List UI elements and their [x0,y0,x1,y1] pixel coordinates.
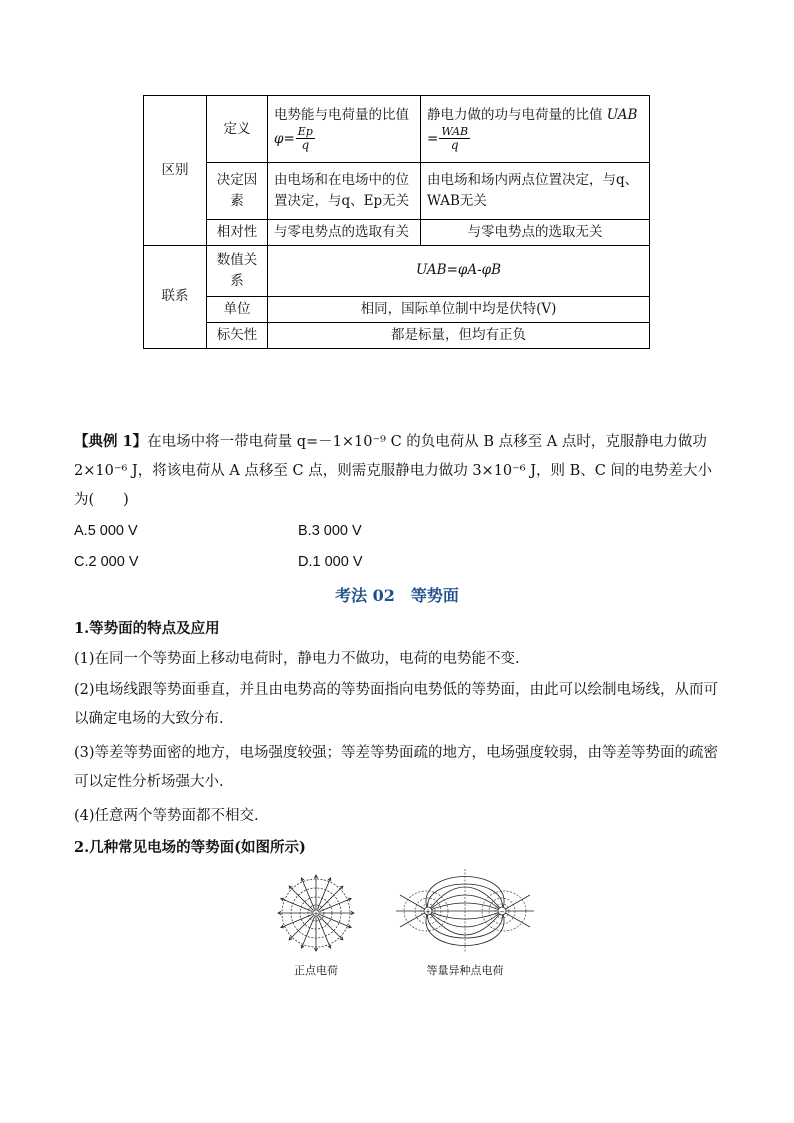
row-label-definition: 定义 [207,96,268,163]
option-c: C.2 000 V [74,554,139,570]
potential-determinant-cell: 由电场和在电场中的位置决定，与q、Ep无关 [268,163,421,220]
caption-dipole: 等量异种点电荷 [426,964,504,977]
group-difference: 区别 [144,96,207,246]
table-row [144,245,650,296]
potential-definition-text: 电势能与电荷量的比值 [274,106,409,123]
voltage-definition-cell [421,96,650,163]
answer-options [74,516,574,578]
heading-common-fields: 2.几种常见电场的等势面(如图所示) [74,839,306,856]
dipole-plus-sign: + [425,908,431,916]
row-label-relation: 数值关系 [207,245,268,296]
option-d: D.1 000 V [298,554,363,570]
section-title: 考法 02 等势面 [335,586,459,605]
potential-formula-lhs: φ= [274,130,295,147]
potential-fraction-denominator: q [301,138,310,153]
voltage-fraction-denominator: q [450,138,459,153]
positive-charge-figure [277,873,355,953]
caption-positive-charge: 正点电荷 [294,964,338,977]
heading-equipotential-features: 1.等势面的特点及应用 [74,620,220,637]
example-tag: 【典例 1】 [74,433,148,450]
dipole-minus-sign: − [499,908,505,916]
voltage-formula-lhs: = [427,130,439,147]
voltage-definition-text: 静电力做的功与电荷量的比值 [427,106,603,123]
scalar-cell: 都是标量，但均有正负 [268,322,650,348]
example-problem [74,427,724,515]
row-label-scalar: 标矢性 [207,322,268,348]
example-text: 在电场中将一带电荷量 q=－1×10⁻⁹ C 的负电荷从 B 点移至 A 点时，克服静电力做功 2×10⁻⁶ J，将该电荷从 A 点移至 C 点，则需克服静电力做功 3×10⁻⁶ J，则 B、C 间的电势差大小为( ) [74,434,713,508]
potential-fraction [296,126,315,153]
voltage-fraction-numerator: WAB [441,124,469,138]
group-connection: 联系 [144,245,207,348]
table-row [144,296,650,322]
potential-definition-cell [268,96,421,163]
table-row [144,322,650,348]
unit-cell: 相同，国际单位制中均是伏特(V) [268,296,650,322]
row-label-unit: 单位 [207,296,268,322]
row-label-relativity: 相对性 [207,220,268,246]
table-row [144,163,650,220]
paragraph-4: (4)任意两个等势面都不相交. [74,808,259,824]
table-row [144,96,650,163]
voltage-symbol: UAB [606,106,638,123]
potential-relativity-cell: 与零电势点的选取有关 [268,220,421,246]
dipole-figure [390,865,540,957]
potential-fraction-numerator: Ep [297,124,313,138]
comparison-table [143,95,650,349]
plus-sign: + [313,910,319,918]
relation-formula-cell: UAB=φA-φB [268,245,650,296]
paragraph-3: (3)等差等势面密的地方，电场强度较强；等差等势面疏的地方，电场强度较弱，由等差等势面的疏密可以定性分析场强大小. [74,745,719,790]
voltage-determinant-cell: 由电场和场内两点位置决定，与q、WAB无关 [421,163,650,220]
voltage-formula [427,126,643,153]
paragraph-2: (2)电场线跟等势面垂直，并且由电势高的等势面指向电势低的等势面，由此可以绘制电场线，从而可以确定电场的大致分布. [74,682,719,727]
voltage-fraction [439,126,470,153]
row-label-determinant: 决定因素 [207,163,268,220]
table-row [144,220,650,246]
potential-formula [274,126,414,153]
voltage-relativity-cell: 与零电势点的选取无关 [421,220,650,246]
option-a: A.5 000 V [74,523,138,539]
paragraph-1: (1)在同一个等势面上移动电荷时，静电力不做功，电荷的电势能不变. [74,651,520,667]
option-b: B.3 000 V [298,523,362,539]
